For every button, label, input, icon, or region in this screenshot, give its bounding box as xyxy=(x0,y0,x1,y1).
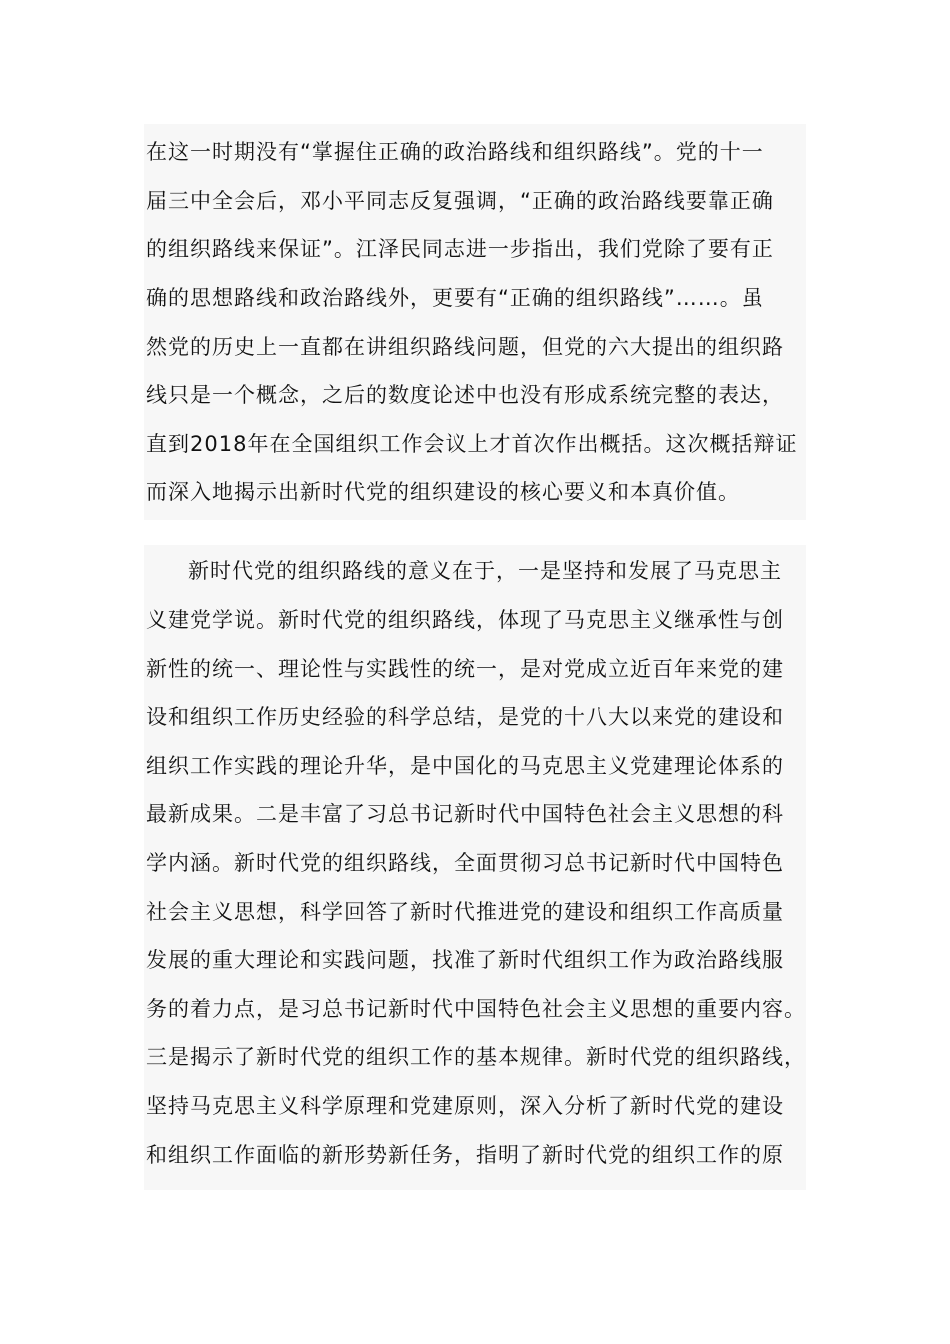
paragraph-line: 坚持马克思主义科学原理和党建原则，深入分析了新时代党的建设 xyxy=(146,1094,784,1118)
paragraph-line: 线只是一个概念，之后的数度论述中也没有形成系统完整的表达， xyxy=(146,383,784,407)
paragraph-line: 学内涵。新时代党的组织路线，全面贯彻习总书记新时代中国特色 xyxy=(146,851,784,875)
paragraph-line: 确的思想路线和政治路线外，更要有“正确的组织路线”……。虽 xyxy=(146,286,764,310)
paragraph-1 xyxy=(144,124,806,520)
paragraph-line: 设和组织工作历史经验的科学总结，是党的十八大以来党的建设和 xyxy=(146,705,784,729)
paragraph-line: 社会主义思想，科学回答了新时代推进党的建设和组织工作高质量 xyxy=(146,900,784,924)
paragraph-line: 务的着力点，是习总书记新时代中国特色社会主义思想的重要内容。 xyxy=(146,997,806,1021)
paragraph-2 xyxy=(144,545,806,1190)
paragraph-line: 义建党学说。新时代党的组织路线，体现了马克思主义继承性与创 xyxy=(146,608,784,632)
paragraph-line: 直到2018年在全国组织工作会议上才首次作出概括。这次概括辩证 xyxy=(146,432,798,456)
paragraph-line: 新时代党的组织路线的意义在于，一是坚持和发展了马克思主 xyxy=(188,559,782,583)
paragraph-line: 在这一时期没有“掌握住正确的政治路线和组织路线”。党的十一 xyxy=(146,140,764,164)
paragraph-line: 而深入地揭示出新时代党的组织建设的核心要义和本真价值。 xyxy=(146,480,740,504)
paragraph-line: 三是揭示了新时代党的组织工作的基本规律。新时代党的组织路线， xyxy=(146,1045,806,1069)
paragraph-line: 的组织路线来保证”。江泽民同志进一步指出，我们党除了要有正 xyxy=(146,237,774,261)
paragraph-line: 然党的历史上一直都在讲组织路线问题，但党的六大提出的组织路 xyxy=(146,335,784,359)
paragraph-line: 和组织工作面临的新形势新任务，指明了新时代党的组织工作的原 xyxy=(146,1143,784,1167)
paragraph-line: 组织工作实践的理论升华，是中国化的马克思主义党建理论体系的 xyxy=(146,754,784,778)
paragraph-line: 届三中全会后，邓小平同志反复强调，“正确的政治路线要靠正确 xyxy=(146,189,774,213)
paragraph-line: 发展的重大理论和实践问题，找准了新时代组织工作为政治路线服 xyxy=(146,948,784,972)
paragraph-line: 最新成果。二是丰富了习总书记新时代中国特色社会主义思想的科 xyxy=(146,802,784,826)
paragraph-line: 新性的统一、理论性与实践性的统一，是对党成立近百年来党的建 xyxy=(146,657,784,681)
